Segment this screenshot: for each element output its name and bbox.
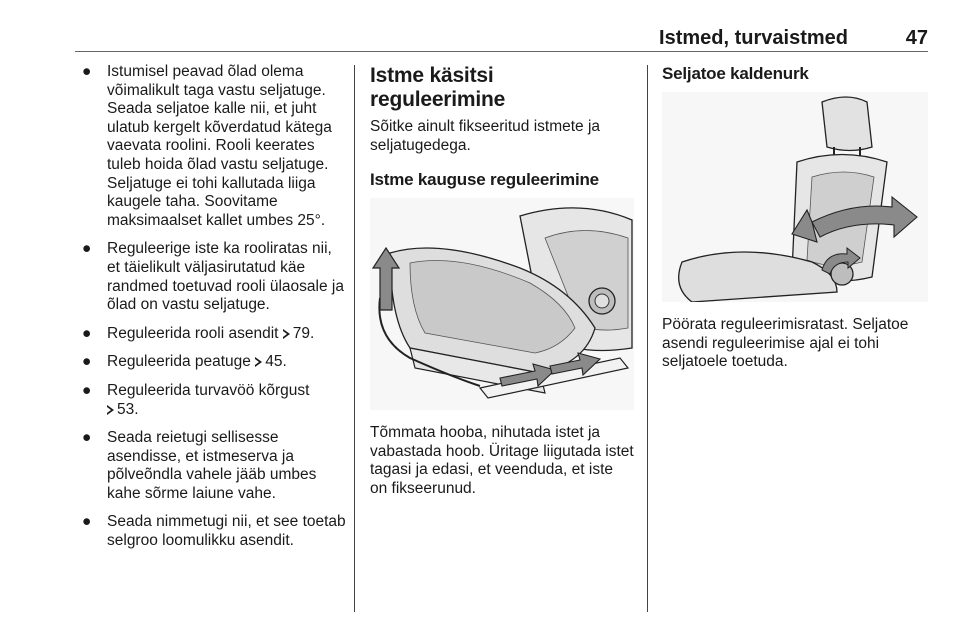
list-item — [78, 382, 346, 419]
section-heading: Istme käsitsi reguleerimine — [370, 64, 506, 111]
list-item — [78, 63, 346, 230]
bullet-icon: ● — [82, 240, 92, 258]
list-item-text: Reguleerida peatuge — [107, 353, 251, 371]
list-item-text: Seada nimmetugi nii, et see toetab selgroo loomulikku asendit. — [107, 513, 346, 550]
intro-paragraph: Sõitke ainult fikseeritud istmete ja seljatugedega. — [370, 118, 601, 154]
seat-slide-illustration — [370, 198, 634, 410]
list-item-text: Istumisel peavad õlad olema võimalikult taga vastu seljatuge. Seada seljatoe kalle nii, et juht ulatub kergelt kõverdatud kätega vaevata roolini. Rooli keerates tuleb hoida õlad vastu seljatuge. Seljatuge ei tohi kallutada liiga kaugele taha. Soovitame maksimaalset kallet umbes 25°. — [107, 63, 332, 229]
page-reference-icon — [255, 357, 263, 367]
list-item-text: Reguleerida turvavöö kõrgust — [107, 381, 310, 399]
bullet-icon: ● — [82, 513, 92, 531]
page-number: 47 — [905, 27, 928, 49]
bullet-list — [78, 63, 346, 551]
list-item — [78, 353, 346, 372]
list-item-text: Reguleerige iste ka rooliratas nii, et täielikult väljasirutatud käe randmed toetuvad rooli ülaosale ja õlad on vastu seljatuge. — [107, 240, 344, 314]
list-item — [78, 513, 346, 550]
column-left — [78, 63, 346, 561]
list-item-text: Reguleerida rooli asendit — [107, 324, 279, 342]
column-divider-1 — [354, 65, 355, 612]
list-item — [78, 429, 346, 503]
column-divider-2 — [647, 65, 648, 612]
page-reference-icon — [107, 405, 115, 415]
page-reference[interactable]: 79. — [292, 324, 315, 342]
page-header — [75, 26, 928, 50]
column-right — [662, 63, 928, 386]
list-item-text: Seada reietugi sellisesse asendisse, et istmeserva ja põlveõndla vahele jääb umbes kahe sõrme laiune vahe. — [107, 429, 317, 502]
backrest-angle-illustration — [662, 92, 928, 302]
subsection-heading: Seljatoe kaldenurk — [662, 64, 809, 83]
header-rule — [75, 51, 928, 52]
seat-distance-illustration — [370, 198, 634, 410]
bullet-icon: ● — [82, 381, 92, 399]
running-title: Istmed, turvaistmed — [659, 27, 848, 49]
bullet-icon: ● — [82, 63, 92, 80]
bullet-icon: ● — [82, 429, 92, 447]
column-middle — [370, 63, 634, 513]
page-reference[interactable]: 45. — [265, 353, 287, 371]
page-reference-icon — [283, 329, 291, 339]
subsection-heading: Istme kauguse reguleerimine — [370, 170, 599, 190]
figure-caption: Tõmmata hooba, nihutada istet ja vabastada hoob. Üritage liigutada istet tagasi ja edasi, et veenduda, et iste on fikseerunud. — [370, 424, 634, 497]
bullet-icon: ● — [82, 324, 92, 342]
backrest-recline-illustration — [662, 92, 928, 302]
list-item — [78, 325, 346, 344]
list-item — [78, 240, 346, 314]
bullet-icon: ● — [82, 353, 92, 371]
page-reference[interactable]: 53. — [117, 400, 139, 418]
figure-caption: Pöörata reguleerimisratast. Seljatoe asendi reguleerimise ajal ei tohi seljatoele toetuda. — [662, 316, 909, 371]
